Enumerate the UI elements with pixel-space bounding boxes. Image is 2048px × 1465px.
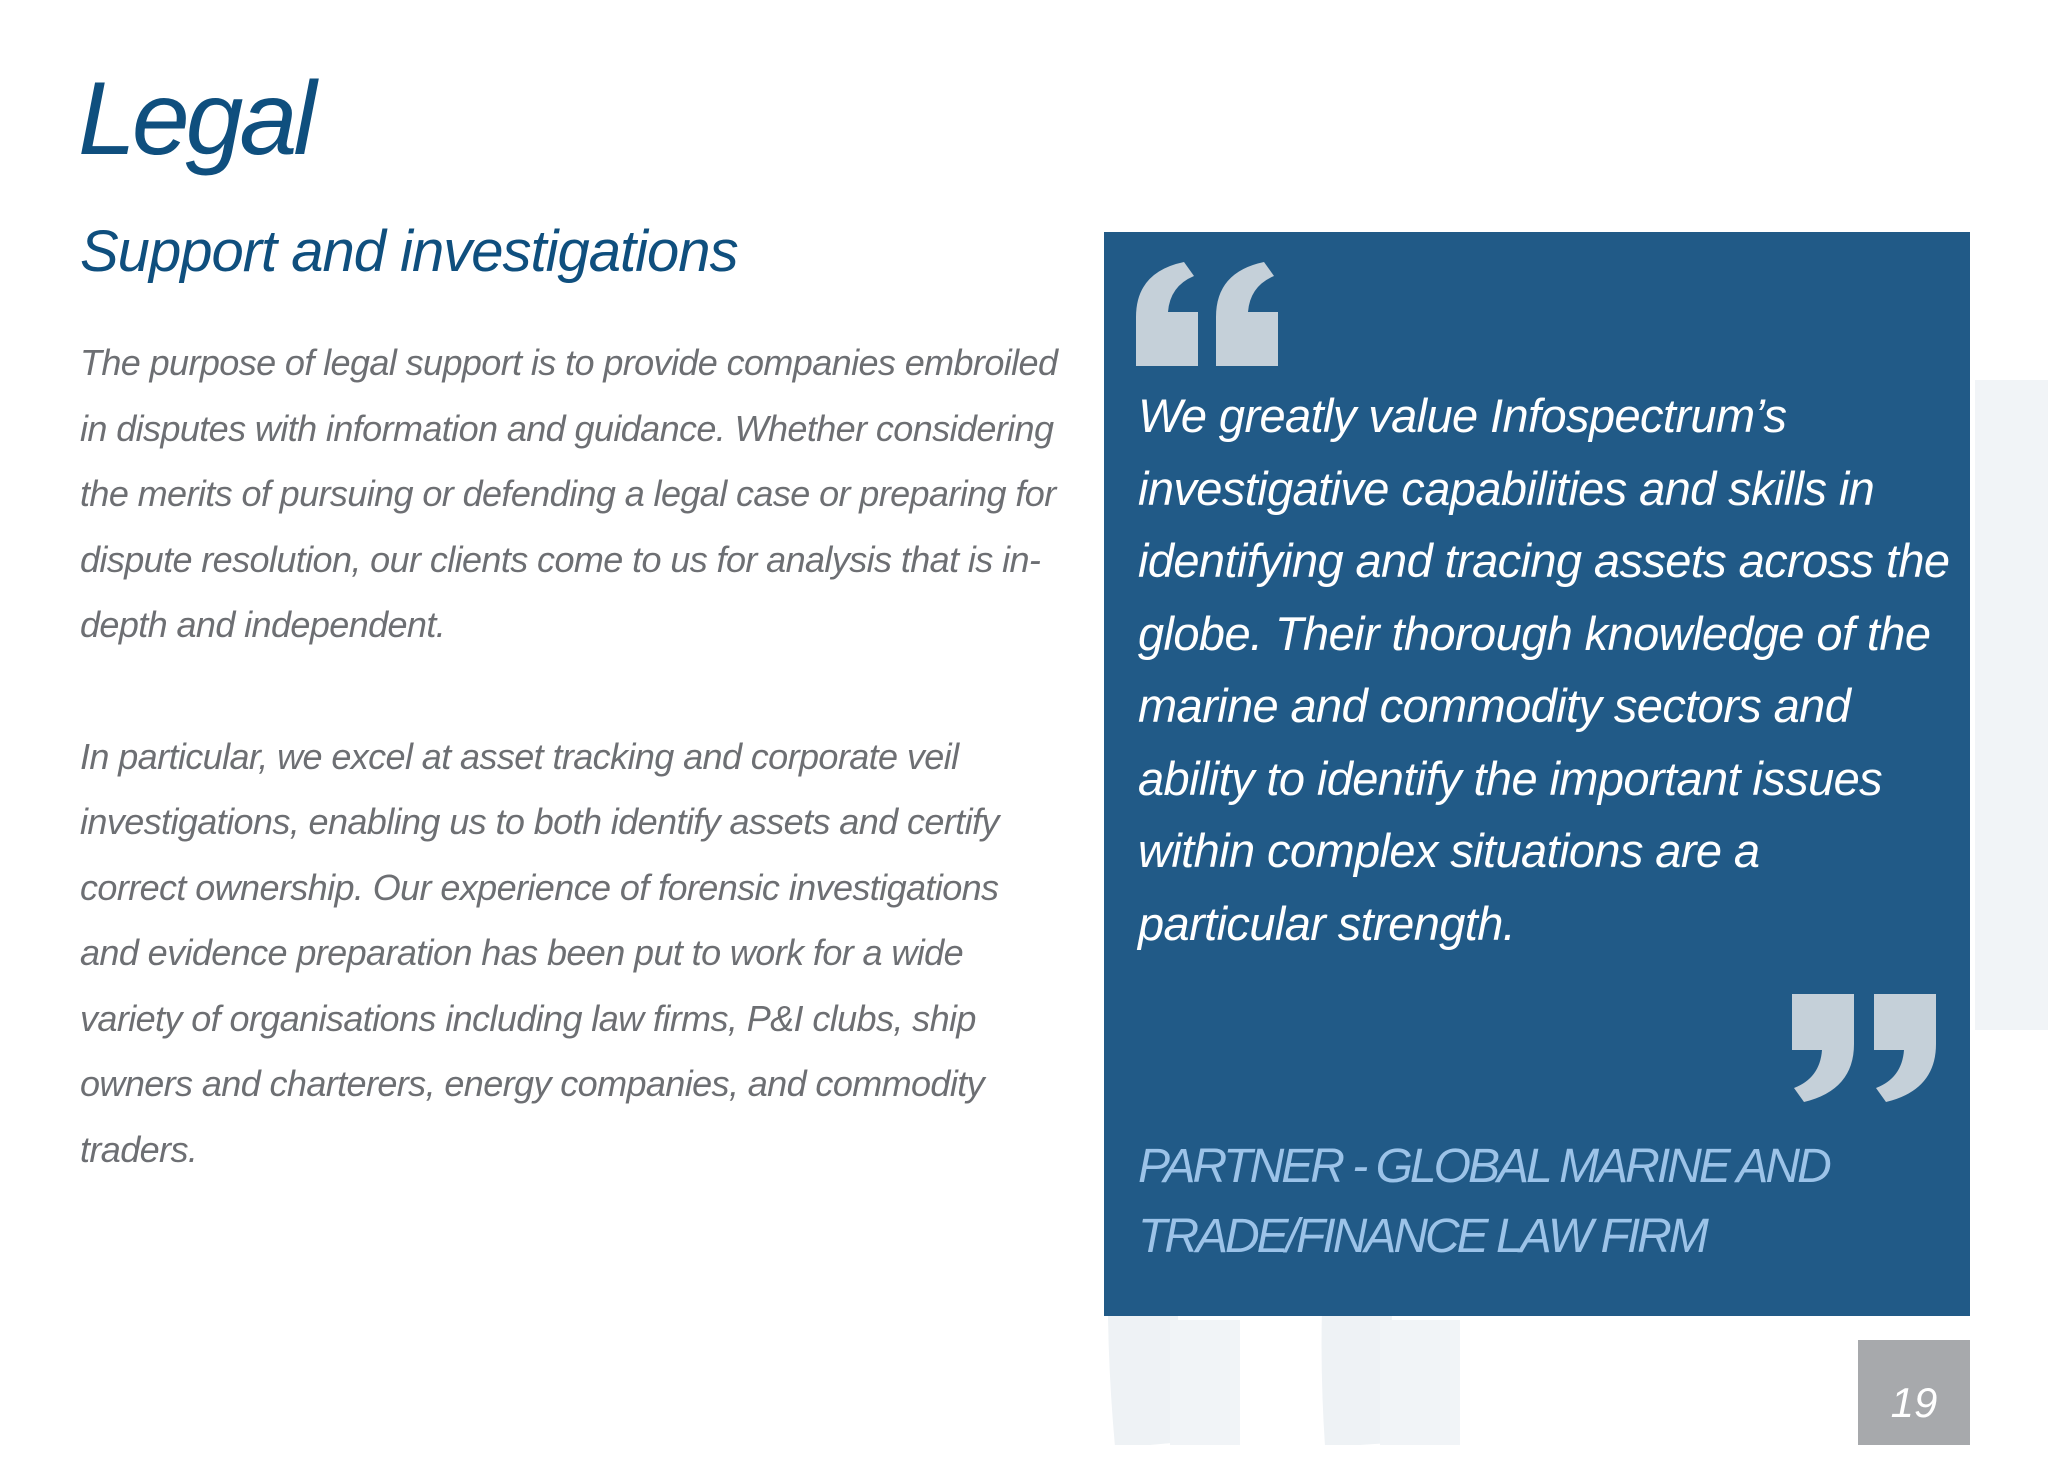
testimonial-attribution: PARTNER - GLOBAL MARINE AND TRADE/FINANCE LAW FIRM [1138, 1140, 1829, 1263]
close-quote-icon [1788, 994, 1940, 1102]
page-subtitle: Support and investigations [80, 219, 738, 284]
page-title: Legal [78, 61, 313, 177]
open-quote-icon [1136, 262, 1282, 366]
body-text [80, 330, 1060, 1248]
body-paragraph-2: In particular, we excel at asset tracking and corporate veil investigations, enabling us to both identify assets and certify correct ownership. Our experience of forensic investigations and evidence preparation has been put to work for a wide variety of organisations including law firms, P&I clubs, ship owners and charterers, energy companies, and commodity traders. [80, 735, 999, 1170]
page-number-badge: 19 [1858, 1340, 1970, 1445]
testimonial-box [1104, 232, 1970, 1316]
testimonial-quote: We greatly value Infospectrum’s investigative capabilities and skills in identifying and tracing assets across the globe. Their thorough knowledge of the marine and commodity sectors and ability to identify the important issues within complex situations are a particular strength. [1138, 389, 1950, 950]
body-paragraph-1: The purpose of legal support is to provide companies embroiled in disputes with information and guidance. Whether considering the merits of pursuing or defending a legal case or preparing for dispute resolution, our clients come to us for analysis that is in-depth and independent. [80, 342, 1058, 645]
